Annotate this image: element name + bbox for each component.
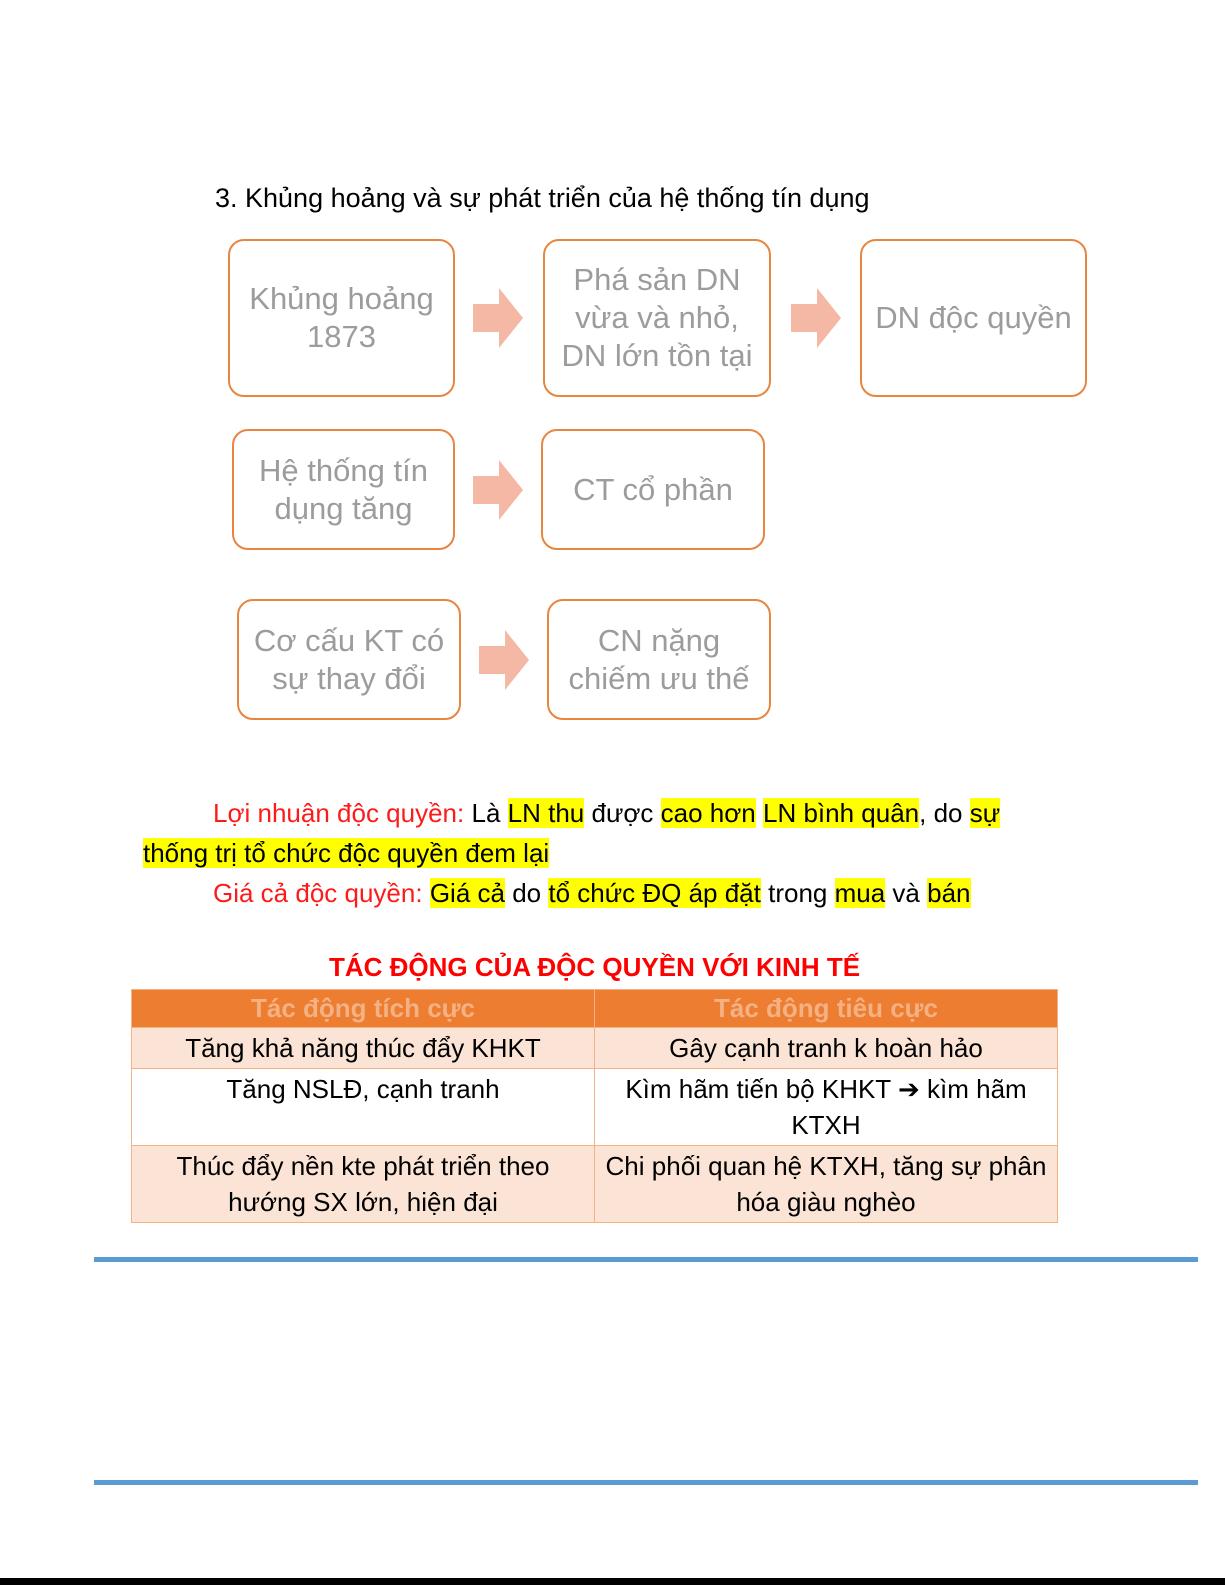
table-row (132, 1146, 1058, 1223)
table-header-row (132, 990, 1058, 1028)
box-monopoly: DN độc quyền (860, 239, 1087, 397)
box-credit: Hệ thống tín dụng tăng (232, 429, 455, 550)
arrow-right-icon (791, 288, 841, 348)
header-positive: Tác động tích cực (132, 990, 595, 1028)
profit-label: Lợi nhuận độc quyền: (213, 798, 465, 828)
price-label: Giá cả độc quyền: (213, 878, 423, 908)
price-definition: Giá cả độc quyền: Giá cả do tổ chức ĐQ áp đặt trong mua và bán (213, 878, 971, 908)
table-row (132, 1069, 1058, 1146)
cell-positive: Tăng khả năng thúc đẩy KHKT (132, 1028, 595, 1069)
section-heading: 3. Khủng hoảng và sự phát triển của hệ thống tín dụng (215, 183, 870, 213)
cell-positive: Thúc đẩy nền kte phát triển theo hướng SX lớn, hiện đại (132, 1146, 595, 1223)
arrow-right-icon (479, 630, 529, 690)
box-joint-stock: CT cổ phần (541, 429, 765, 550)
arrow-right-icon (473, 460, 523, 520)
arrow-right-icon (473, 288, 523, 348)
profit-definition: Lợi nhuận độc quyền: Là LN thu được cao hơn LN bình quân, do sự thống trị tổ chức độc quyền đem lại (143, 798, 1001, 868)
table-row (132, 1028, 1058, 1069)
divider-line (94, 1480, 1198, 1485)
cell-negative: Gây cạnh tranh k hoàn hảo (595, 1028, 1058, 1069)
arrow-right-icon: ➔ (897, 1074, 920, 1104)
cell-positive: Tăng NSLĐ, cạnh tranh (132, 1069, 595, 1146)
box-crisis: Khủng hoảng 1873 (228, 239, 455, 397)
header-negative: Tác động tiêu cực (595, 990, 1058, 1028)
divider-line (94, 1257, 1198, 1262)
box-heavy-industry: CN nặng chiếm ưu thế (547, 599, 771, 720)
table-title: TÁC ĐỘNG CỦA ĐỘC QUYỀN VỚI KINH TẾ (328, 952, 861, 982)
page-bottom-border (0, 1578, 1225, 1585)
cell-negative: Kìm hãm tiến bộ KHKT ➔ kìm hãm KTXH (595, 1069, 1058, 1146)
impact-table (131, 989, 1058, 1223)
box-bankruptcy: Phá sản DN vừa và nhỏ, DN lớn tồn tại (543, 239, 771, 397)
cell-negative: Chi phối quan hệ KTXH, tăng sự phân hóa giàu nghèo (595, 1146, 1058, 1223)
box-structure: Cơ cấu KT có sự thay đổi (237, 599, 461, 720)
